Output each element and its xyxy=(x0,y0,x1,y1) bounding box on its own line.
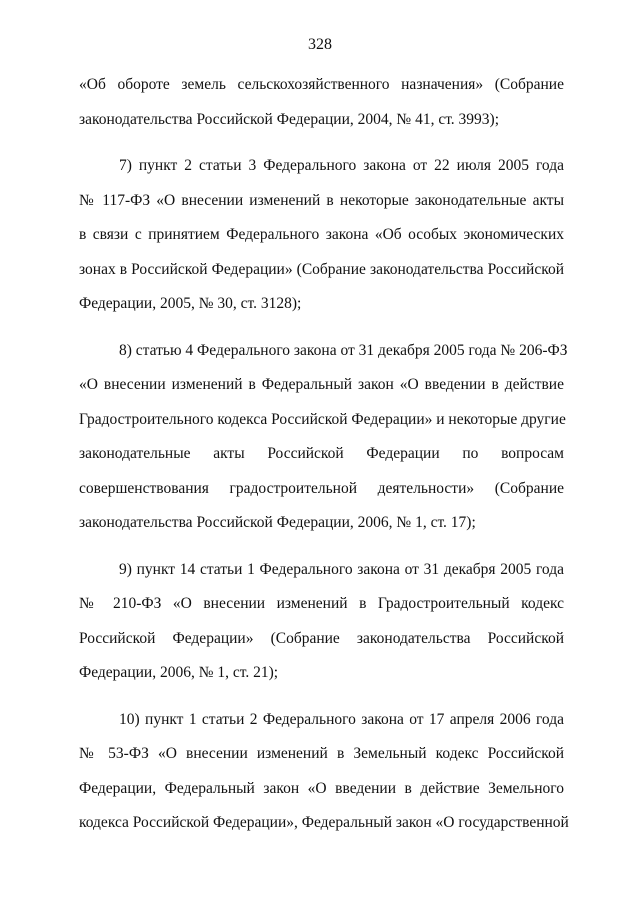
text-line: «Об обороте земель сельскохозяйственного назначения» (Собрание xyxy=(79,76,564,93)
text-line: зонах в Российской Федерации» (Собрание законодательства Российской xyxy=(79,260,564,278)
text-line: 7) пункт 2 статьи 3 Федерального закона от 22 июля 2005 года xyxy=(119,157,564,174)
text-line: в связи с принятием Федерального закона «Об особых экономических xyxy=(79,226,564,243)
text-line: 8) статью 4 Федерального закона от 31 декабря 2005 года № 206-ФЗ xyxy=(119,341,568,359)
text-line: законодательные акты Российской Федерации по вопросам xyxy=(79,445,564,462)
text-line: 10) пункт 1 статьи 2 Федерального закона от 17 апреля 2006 года xyxy=(119,710,564,728)
page-number: 328 xyxy=(308,36,332,53)
paragraph-continuation xyxy=(79,68,564,137)
document-body xyxy=(79,68,569,841)
paragraph-item-9 xyxy=(79,553,564,691)
text-line: законодательства Российской Федерации, 2006, № 1, ст. 17); xyxy=(79,514,476,531)
text-line: Федерации, 2005, № 30, ст. 3128); xyxy=(79,295,302,312)
text-line: Федерации, 2006, № 1, ст. 21); xyxy=(79,664,279,681)
text-line: Российской Федерации» (Собрание законодательства Российской xyxy=(79,629,564,647)
text-line: кодекса Российской Федерации», Федеральный закон «О государственной xyxy=(79,814,569,831)
text-line: «О внесении изменений в Федеральный закон «О введении в действие xyxy=(79,376,564,393)
text-line: Федерации, Федеральный закон «О введении в действие Земельного xyxy=(79,779,564,797)
text-line: законодательства Российской Федерации, 2004, № 41, ст. 3993); xyxy=(79,110,500,128)
text-line: Градостроительного кодекса Российской Федерации» и некоторые другие xyxy=(79,410,566,428)
text-line: № 53-ФЗ «О внесении изменений в Земельный кодекс Российской xyxy=(79,745,564,762)
paragraph-item-10 xyxy=(79,703,569,841)
paragraph-item-8 xyxy=(79,334,568,541)
text-line: № 210-ФЗ «О внесении изменений в Градостроительный кодекс xyxy=(79,595,564,612)
text-line: № 117-ФЗ «О внесении изменений в некоторые законодательные акты xyxy=(79,191,564,209)
paragraph-item-7 xyxy=(79,149,564,322)
text-line: 9) пункт 14 статьи 1 Федерального закона от 31 декабря 2005 года xyxy=(119,560,564,578)
text-line: совершенствования градостроительной деятельности» (Собрание xyxy=(79,479,564,497)
